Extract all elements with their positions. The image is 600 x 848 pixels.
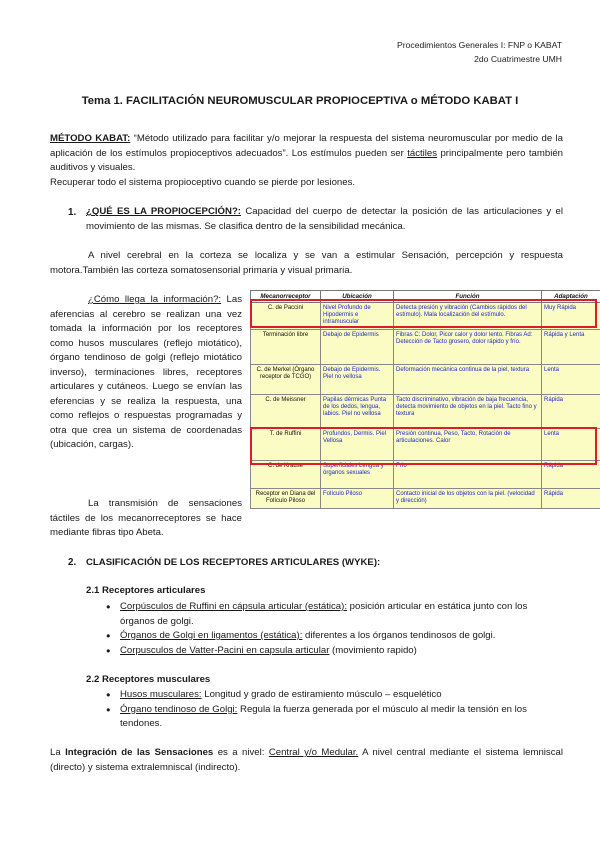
- list-item-term: Corpusculos de Vatter-Pacini en capsula articular: [120, 644, 330, 656]
- cell-location: Nivel Profundo de Hipodermis e intramuscular: [321, 303, 394, 330]
- list-item-text: (movimiento rapido): [329, 644, 417, 656]
- mechanoreceptor-table: [250, 290, 600, 509]
- subsection-2-2-title: 2.2 Receptores musculares: [86, 674, 211, 685]
- cell-location: Folículo Piloso: [321, 489, 394, 509]
- cell-adaptation: Rápida: [542, 489, 600, 509]
- intro-paragraph: [50, 132, 563, 190]
- integration-text-3: A nivel central mediante el sistema lemniscal (directo) y sistema extralemniscal (indirecto).: [50, 747, 563, 773]
- table-row: [251, 365, 600, 395]
- list-item: [104, 688, 563, 703]
- cell-function: Tacto discriminativo, vibración de baja frecuencia, detecta movimiento de objetos en la piel. Tacto fino y textura: [394, 395, 542, 429]
- cell-adaptation: Lenta: [542, 429, 600, 461]
- cell-location: Papilas dérmicas Punta de los dedos, lengua, labios. Piel no vellosa: [321, 395, 394, 429]
- list-item: [104, 629, 563, 644]
- list-item-text: Regula la fuerza generada por el músculo al medir la tensión en los tendones.: [120, 703, 527, 729]
- list-item-term: Corpúsculos de Ruffini en cápsula articular (estática):: [120, 601, 347, 612]
- table-row: [251, 395, 600, 429]
- header-mecanorreceptor: Mecanorreceptor: [251, 291, 321, 303]
- list-item-term: Husos musculares:: [120, 689, 202, 700]
- list-item-text: Longitud y grado de estiramiento músculo – esquelético: [201, 689, 442, 700]
- intro-tactiles: táctiles: [407, 147, 438, 159]
- list-item-term: Órganos de Golgi en ligamentos (estática):: [120, 630, 303, 641]
- page-header: [397, 38, 562, 66]
- section1-heading: ¿QUÉ ES LA PROPIOCEPCIÓN?:: [86, 206, 241, 217]
- table-row: [251, 330, 600, 365]
- cell-location: Superficiales Lengua y órganos sexuales: [321, 461, 394, 489]
- transmission-paragraph: La transmisión de sensaciones táctiles de los mecanorreceptores se hace mediante fibras tipo Abeta.: [50, 498, 242, 538]
- section2-number: 2.: [68, 557, 77, 568]
- cell-function: Contacto inicial de los objetos con la piel. (velocidad y dirección): [394, 489, 542, 509]
- integration-underline: Central y/o Medular.: [268, 747, 359, 758]
- cell-receptor: Terminación libre: [251, 330, 321, 365]
- header-course: Procedimientos Generales I: FNP o KABAT: [397, 40, 562, 50]
- articular-receptors-list: [104, 600, 563, 658]
- page-title: Tema 1. FACILITACIÓN NEUROMUSCULAR PROPIOCEPTIVA o MÉTODO KABAT I: [81, 95, 519, 107]
- intro-line-2: Recuperar todo el sistema propioceptivo cuando se pierde por lesiones.: [50, 176, 356, 188]
- cell-function: Frío: [394, 461, 542, 489]
- intro-label: MÉTODO KABAT:: [50, 133, 131, 144]
- cell-location: Profundos, Dermis. Piel Vellosa: [321, 429, 394, 461]
- intro-text-2: principalmente pero también auditivos y visuales.: [50, 147, 563, 173]
- header-funcion: Función: [394, 291, 542, 303]
- intro-text-1: “Método utilizado para facilitar y/o mejorar la respuesta del sistema neuromuscular por medio de la aplicación de los estímulos propioceptivos adecuados”. Los estímulos pueden ser: [50, 133, 563, 159]
- list-item: [104, 703, 563, 732]
- cell-location: Debajo de Epidermis. Piel no vellosa: [321, 365, 394, 395]
- section1-definition: [86, 205, 563, 234]
- header-ubicacion: Ubicación: [321, 291, 394, 303]
- section1-cortex-paragraph: A nivel cerebral en la corteza se localiza y se van a estimular Sensación, percepción y respuesta motora.También las corteza somatosensorial primaria y visual primaria.: [50, 250, 563, 276]
- list-item-text: diferentes a los órganos tendinosos de golgi.: [302, 630, 496, 641]
- integration-text-1: La: [50, 747, 66, 758]
- header-term: 2do Cuatrimestre UMH: [474, 54, 562, 64]
- cell-function: Presión continua, Peso, Tacto, Rotación de articulaciones. Calor: [394, 429, 542, 461]
- how-label: ¿Cómo llega la información?:: [88, 294, 222, 305]
- list-item: [104, 600, 563, 629]
- integration-text-2: es a nivel:: [213, 747, 269, 758]
- list-item-term: Órgano tendinoso de Golgi:: [120, 703, 238, 715]
- cell-adaptation: Rápida: [542, 395, 600, 429]
- subsection-2-1-title: 2.1 Receptores articulares: [86, 585, 206, 596]
- cell-adaptation: Muy Rápida: [542, 303, 600, 330]
- section1-number: 1.: [68, 207, 77, 218]
- list-item: [104, 644, 563, 659]
- cell-receptor: C. de Krause: [251, 461, 321, 489]
- cell-adaptation: Rápida: [542, 461, 600, 489]
- cell-adaptation: Rápida y Lenta: [542, 330, 600, 365]
- section1-text: Capacidad del cuerpo de detectar la posición de las articulaciones y el movimiento de las mismas. Se clasifica dentro de la sensibilidad mecánica.: [86, 206, 563, 232]
- cell-function: Fibras C: Dolor, Picor calor y dolor lento. Fibras Ad: Detección de Tacto grosero, dolor rápido y frío.: [394, 330, 542, 365]
- cell-location: Debajo de Epidermis: [321, 330, 394, 365]
- integration-bold: Integración de las Sensaciones: [65, 747, 214, 758]
- cell-adaptation: Lenta: [542, 365, 600, 395]
- table-row: [251, 461, 600, 489]
- header-adaptacion: Adaptación: [542, 291, 600, 303]
- table-header-row: [251, 291, 600, 303]
- cell-receptor: C. de Merkel (Órgano receptor de TCGO): [251, 365, 321, 395]
- how-text: Las aferencias al cerebro se realizan una vez tomada la información por los receptores como husos musculares (reflejo miotático), órgano tendinoso de golgi (reflejo miotático inverso), terminaciones libres, receptores articulares y cutáneos. Luego se envían las eferencias y se realiza la respuesta, una como reflejos o respuestas programadas y otra que crea un sistema de coordenadas (ubicación, cargas).: [50, 294, 242, 450]
- cell-receptor: Receptor en Diana del Folículo Piloso: [251, 489, 321, 509]
- cell-function: Deformación mecánica continua de la piel, textura: [394, 365, 542, 395]
- cell-receptor: C. de Meissner: [251, 395, 321, 429]
- section1-how-paragraph: [50, 293, 242, 453]
- list-item-text: posición articular en estática junto con los órganos de golgi.: [120, 601, 528, 627]
- cell-receptor: C. de Paccini: [251, 303, 321, 330]
- muscular-receptors-list: [104, 688, 563, 732]
- cell-function: Detecta presión y vibración (Cambios rápidos del estímulo). Mala localización del estímulo.: [394, 303, 542, 330]
- section2-heading: CLASIFICACIÓN DE LOS RECEPTORES ARTICULARES (WYKE):: [86, 557, 381, 568]
- integration-paragraph: [50, 746, 563, 775]
- table-row: [251, 429, 600, 461]
- cell-receptor: T. de Ruffini: [251, 429, 321, 461]
- table-row: [251, 303, 600, 330]
- table-row: [251, 489, 600, 509]
